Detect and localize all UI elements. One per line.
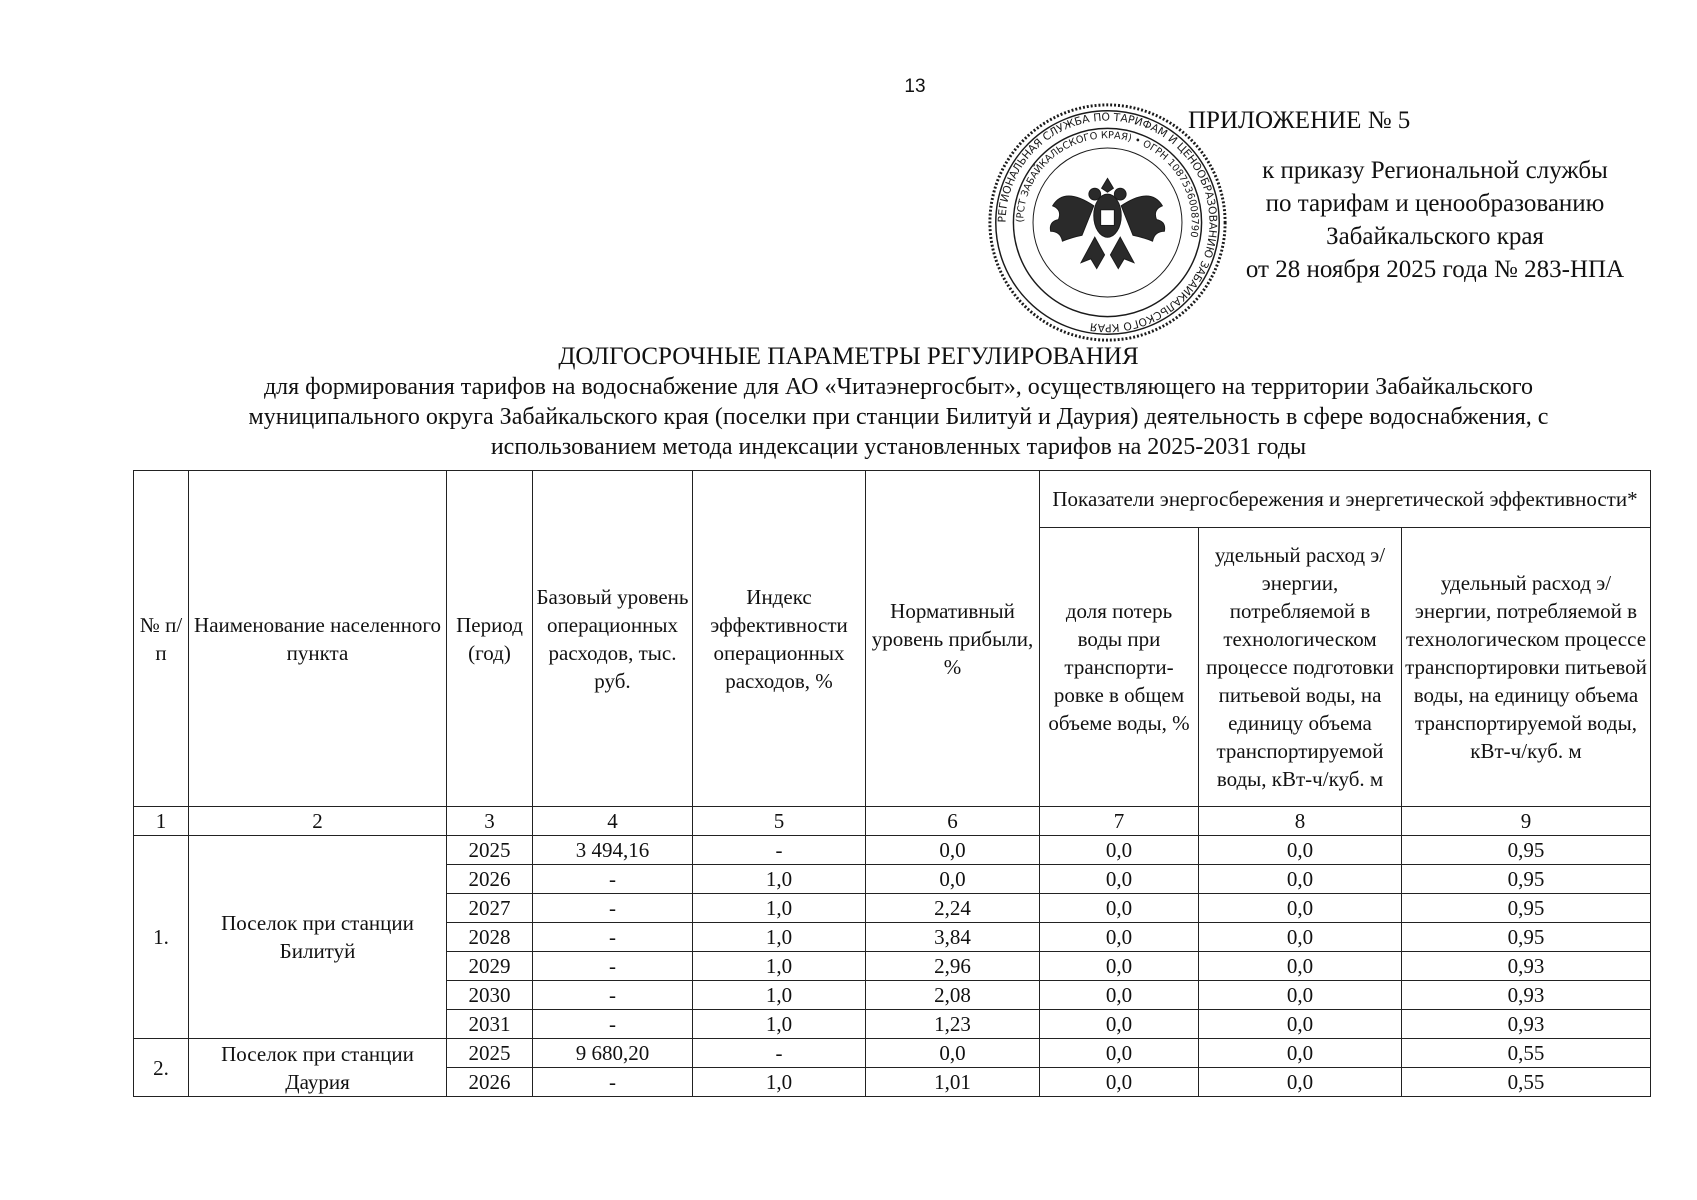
cell-base: - — [533, 1068, 693, 1097]
header-loss: доля потерь воды при транспорти- ровке в общем объеме воды, % — [1040, 528, 1199, 807]
cell-base: - — [533, 894, 693, 923]
column-number: 9 — [1402, 807, 1651, 836]
cell-year: 2030 — [447, 981, 533, 1010]
cell-profit: 0,0 — [866, 1039, 1040, 1068]
cell-index: 1,0 — [693, 952, 866, 981]
cell-loss: 0,0 — [1040, 894, 1199, 923]
cell-transport: 0,93 — [1402, 1010, 1651, 1039]
cell-transport: 0,95 — [1402, 836, 1651, 865]
cell-prep: 0,0 — [1199, 865, 1402, 894]
cell-loss: 0,0 — [1040, 1010, 1199, 1039]
cell-profit: 2,96 — [866, 952, 1040, 981]
row-num: 1. — [134, 836, 189, 1039]
cell-index: 1,0 — [693, 923, 866, 952]
cell-loss: 0,0 — [1040, 1039, 1199, 1068]
appendix-title: ПРИЛОЖЕНИЕ № 5 — [1188, 107, 1411, 134]
header-index: Индекс эффективности операционных расходов, % — [693, 471, 866, 807]
cell-profit: 2,08 — [866, 981, 1040, 1010]
cell-index: 1,0 — [693, 1010, 866, 1039]
parameters-table — [133, 470, 1651, 1097]
header-period: Период (год) — [447, 471, 533, 807]
cell-transport: 0,95 — [1402, 865, 1651, 894]
cell-prep: 0,0 — [1199, 1068, 1402, 1097]
table-row — [134, 1039, 1651, 1068]
order-line: к приказу Региональной службы — [1262, 157, 1608, 184]
cell-index: 1,0 — [693, 981, 866, 1010]
header-prep: удельный расход э/энергии, потребляемой в технологическом процессе подготовки питьевой воды, на единицу объема транспортируемой воды, кВт-ч/куб. м — [1199, 528, 1402, 807]
cell-profit: 1,01 — [866, 1068, 1040, 1097]
column-number: 8 — [1199, 807, 1402, 836]
cell-year: 2029 — [447, 952, 533, 981]
column-number: 2 — [189, 807, 447, 836]
cell-transport: 0,93 — [1402, 952, 1651, 981]
cell-loss: 0,0 — [1040, 865, 1199, 894]
cell-prep: 0,0 — [1199, 1010, 1402, 1039]
cell-transport: 0,95 — [1402, 923, 1651, 952]
cell-base: - — [533, 865, 693, 894]
subtitle-line: для формирования тарифов на водоснабжение для АО «Читаэнергосбыт», осуществляющего на территории Забайкальского — [263, 374, 1534, 400]
cell-base: 3 494,16 — [533, 836, 693, 865]
cell-transport: 0,55 — [1402, 1068, 1651, 1097]
cell-year: 2025 — [447, 836, 533, 865]
header-base: Базовый уровень операционных расходов, тыс. руб. — [533, 471, 693, 807]
column-number: 4 — [533, 807, 693, 836]
cell-index: 1,0 — [693, 865, 866, 894]
cell-index: 1,0 — [693, 894, 866, 923]
cell-base: - — [533, 952, 693, 981]
row-name: Поселок при станции Билитуй — [189, 836, 447, 1039]
row-name: Поселок при станции Даурия — [189, 1039, 447, 1097]
cell-prep: 0,0 — [1199, 952, 1402, 981]
row-num: 2. — [134, 1039, 189, 1097]
column-number: 1 — [134, 807, 189, 836]
order-line: по тарифам и ценообразованию — [1265, 190, 1605, 217]
cell-prep: 0,0 — [1199, 923, 1402, 952]
cell-year: 2026 — [447, 1068, 533, 1097]
document-title: ДОЛГОСРОЧНЫЕ ПАРАМЕТРЫ РЕГУЛИРОВАНИЯ — [558, 343, 1139, 370]
cell-transport: 0,95 — [1402, 894, 1651, 923]
cell-loss: 0,0 — [1040, 1068, 1199, 1097]
page-number: 13 — [904, 76, 926, 97]
order-reference — [1220, 154, 1650, 286]
cell-base: - — [533, 923, 693, 952]
order-line: от 28 ноября 2025 года № 283-НПА — [1245, 256, 1625, 283]
cell-loss: 0,0 — [1040, 923, 1199, 952]
cell-prep: 0,0 — [1199, 836, 1402, 865]
cell-base: - — [533, 1010, 693, 1039]
official-seal — [985, 100, 1230, 345]
header-transport: удельный расход э/энергии, потребляемой в технологическом процессе транспортировки питьевой воды, на единицу объема транспортируемой воды, кВт-ч/куб. м — [1402, 528, 1651, 807]
subtitle-line: использованием метода индексации установленных тарифов на 2025-2031 годы — [490, 434, 1307, 460]
cell-index: - — [693, 1039, 866, 1068]
header-name: Наименование населенного пункта — [189, 471, 447, 807]
cell-base: 9 680,20 — [533, 1039, 693, 1068]
column-number: 6 — [866, 807, 1040, 836]
cell-year: 2031 — [447, 1010, 533, 1039]
cell-transport: 0,55 — [1402, 1039, 1651, 1068]
cell-profit: 0,0 — [866, 865, 1040, 894]
cell-prep: 0,0 — [1199, 894, 1402, 923]
header-profit: Нормативный уровень прибыли, % — [866, 471, 1040, 807]
cell-loss: 0,0 — [1040, 836, 1199, 865]
cell-profit: 0,0 — [866, 836, 1040, 865]
cell-loss: 0,0 — [1040, 981, 1199, 1010]
eagle-emblem-icon — [1050, 178, 1164, 268]
column-number-row — [134, 807, 1651, 836]
cell-index: 1,0 — [693, 1068, 866, 1097]
column-number: 5 — [693, 807, 866, 836]
table-row — [134, 836, 1651, 865]
column-number: 3 — [447, 807, 533, 836]
cell-prep: 0,0 — [1199, 1039, 1402, 1068]
cell-year: 2026 — [447, 865, 533, 894]
cell-year: 2025 — [447, 1039, 533, 1068]
cell-profit: 1,23 — [866, 1010, 1040, 1039]
document-subtitle — [120, 372, 1677, 462]
column-number: 7 — [1040, 807, 1199, 836]
subtitle-line: муниципального округа Забайкальского края (поселки при станции Билитуй и Даурия) деятельность в сфере водоснабжения, с — [248, 404, 1549, 430]
cell-profit: 3,84 — [866, 923, 1040, 952]
seal-inner-text: (РСТ ЗАБАЙКАЛЬСКОГО КРАЯ) • ОГРН 1087536008790 — [1015, 130, 1200, 239]
order-line: Забайкальского края — [1326, 223, 1544, 250]
cell-year: 2028 — [447, 923, 533, 952]
cell-index: - — [693, 836, 866, 865]
cell-profit: 2,24 — [866, 894, 1040, 923]
cell-year: 2027 — [447, 894, 533, 923]
cell-prep: 0,0 — [1199, 981, 1402, 1010]
header-energy-group: Показатели энергосбережения и энергетической эффективности* — [1040, 471, 1651, 528]
seal-outer-text: РЕГИОНАЛЬНАЯ СЛУЖБА ПО ТАРИФАМ И ЦЕНООБРАЗОВАНИЮ ЗАБАЙКАЛЬСКОГО КРАЯ — [995, 110, 1220, 335]
header-num: № п/п — [134, 471, 189, 807]
cell-transport: 0,93 — [1402, 981, 1651, 1010]
cell-loss: 0,0 — [1040, 952, 1199, 981]
cell-base: - — [533, 981, 693, 1010]
